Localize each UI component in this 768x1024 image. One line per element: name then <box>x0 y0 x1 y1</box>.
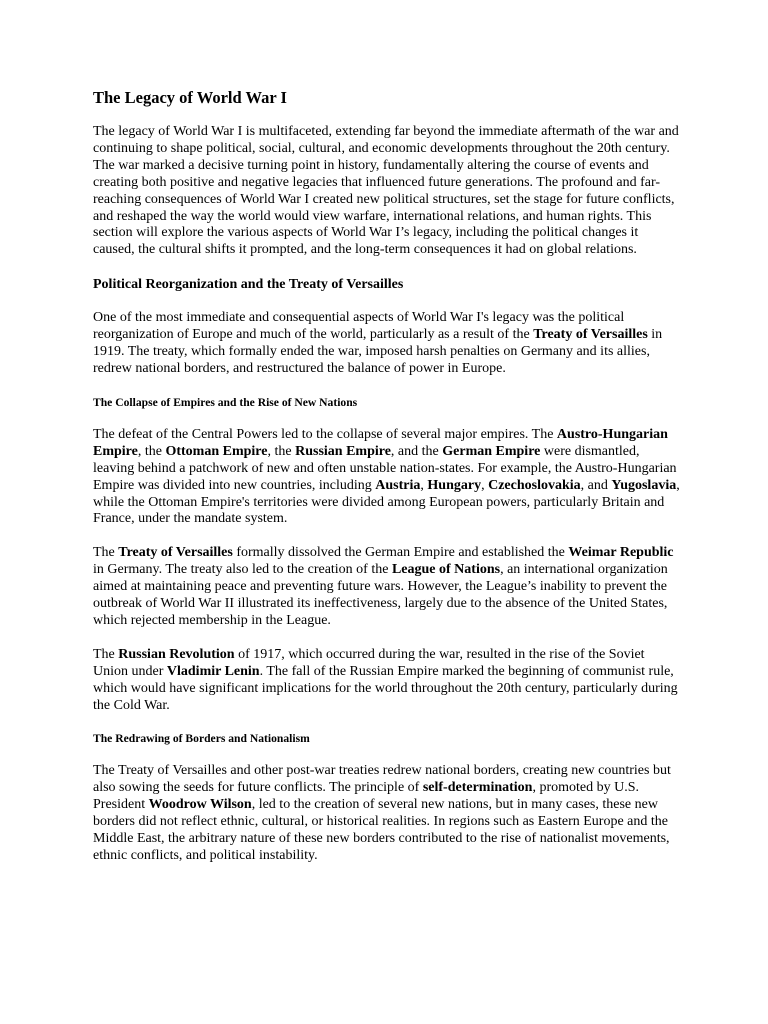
bold-term: Hungary <box>427 477 482 493</box>
paragraph-weimar-league <box>93 545 683 630</box>
text-run: , and <box>580 477 612 493</box>
text-run: , the <box>267 443 296 459</box>
text-run: , <box>481 477 489 493</box>
document-title: The Legacy of World War I <box>93 88 287 107</box>
bold-term: Russian Empire <box>295 443 391 459</box>
text-run: The defeat of the Central Powers led to the collapse of several major empires. The <box>93 426 557 442</box>
text-run: , led to the creation of several new nations, but in many cases, these new borders did not reflect ethnic, cultural, or historical realities. In regions such as Eastern Europe and the Middle East, the arbitrary nature of these new borders contributed to the rise of nationalist movements, ethnic conflicts, and political instability. <box>93 797 670 863</box>
text-run: The <box>93 646 119 662</box>
bold-term: Yugoslavia <box>611 477 677 493</box>
document-page <box>93 88 683 882</box>
text-run: The Treaty of Versailles and other post-war treaties redrew national borders, creating new countries but also sowing the seeds for future conflicts. The principle of <box>93 763 671 796</box>
subsection-heading-collapse-of-empires: The Collapse of Empires and the Rise of New Nations <box>93 395 358 409</box>
bold-term: self-determination <box>422 780 533 796</box>
bold-term: Ottoman Empire <box>165 443 268 459</box>
bold-term: League of Nations <box>391 562 501 578</box>
text-run: , <box>420 477 428 493</box>
subsection-heading-redrawing-borders: The Redrawing of Borders and Nationalism <box>93 732 310 746</box>
bold-term: Weimar Republic <box>568 545 674 561</box>
text-run: , while the Ottoman Empire's territories were divided among European powers, particularly Britain and France, under the mandate system. <box>93 477 680 527</box>
text-run: , promoted by U.S. President <box>93 780 640 813</box>
bold-term: Woodrow Wilson <box>148 797 252 813</box>
section-paragraph-treaty <box>93 310 683 378</box>
text-run: formally dissolved the German Empire and established the <box>232 545 569 561</box>
bold-term: Czechoslovakia <box>488 477 581 493</box>
bold-term: German Empire <box>442 443 541 459</box>
bold-term: Treaty of Versailles <box>118 545 233 561</box>
text-run: of 1917, which occurred during the war, resulted in the rise of the Soviet Union under <box>93 646 645 679</box>
text-run: were dismantled, leaving behind a patchwork of new and often unstable nation-states. For example, the Austro-Hungarian Empire was divided into new countries, including <box>93 443 677 493</box>
bold-term: Vladimir Lenin <box>166 663 260 679</box>
intro-paragraph: The legacy of World War I is multifaceted, extending far beyond the immediate aftermath of the war and continuing to shape political, social, cultural, and economic developments throughout the 20th century. The war marked a decisive turning point in history, fundamentally altering the course of events and creating both positive and negative legacies that influenced future generations. The profound and far-reaching consequences of World War I created new political structures, set the stage for future conflicts, and reshaped the way the world would view warfare, international relations, and human rights. This section will explore the various aspects of World War I’s legacy, including the political changes it caused, the cultural shifts it prompted, and the long-term consequences it had on global relations. <box>93 124 679 258</box>
paragraph-russian-revolution <box>93 647 683 715</box>
text-run: , and the <box>390 443 443 459</box>
paragraph-redrawing-borders <box>93 763 683 864</box>
text-run: One of the most immediate and consequential aspects of World War I's legacy was the political reorganization of Europe and much of the world, particularly as a result of the <box>93 310 625 343</box>
text-run: The <box>93 545 119 561</box>
bold-term: Austro-Hungarian Empire <box>93 426 668 459</box>
text-run: in Germany. The treaty also led to the creation of the <box>93 562 392 578</box>
text-run: , the <box>137 443 166 459</box>
paragraph-collapse-of-empires <box>93 427 683 528</box>
text-run: . The fall of the Russian Empire marked the beginning of communist rule, which would have significant implications for the world throughout the 20th century, particularly during the Cold War. <box>93 663 678 713</box>
section-heading-political-reorganization: Political Reorganization and the Treaty of Versailles <box>93 277 404 293</box>
bold-term: Treaty of Versailles <box>533 327 648 343</box>
text-run: , an international organization aimed at maintaining peace and preventing future wars. However, the League’s inability to prevent the outbreak of World War II illustrated its ineffectiveness, largely due to the absence of the United States, which rejected membership in the League. <box>93 562 668 628</box>
bold-term: Austria <box>375 477 421 493</box>
bold-term: Russian Revolution <box>118 646 235 662</box>
text-run: in 1919. The treaty, which formally ended the war, imposed harsh penalties on Germany and its allies, redrew national borders, and restructured the balance of power in Europe. <box>93 327 663 376</box>
